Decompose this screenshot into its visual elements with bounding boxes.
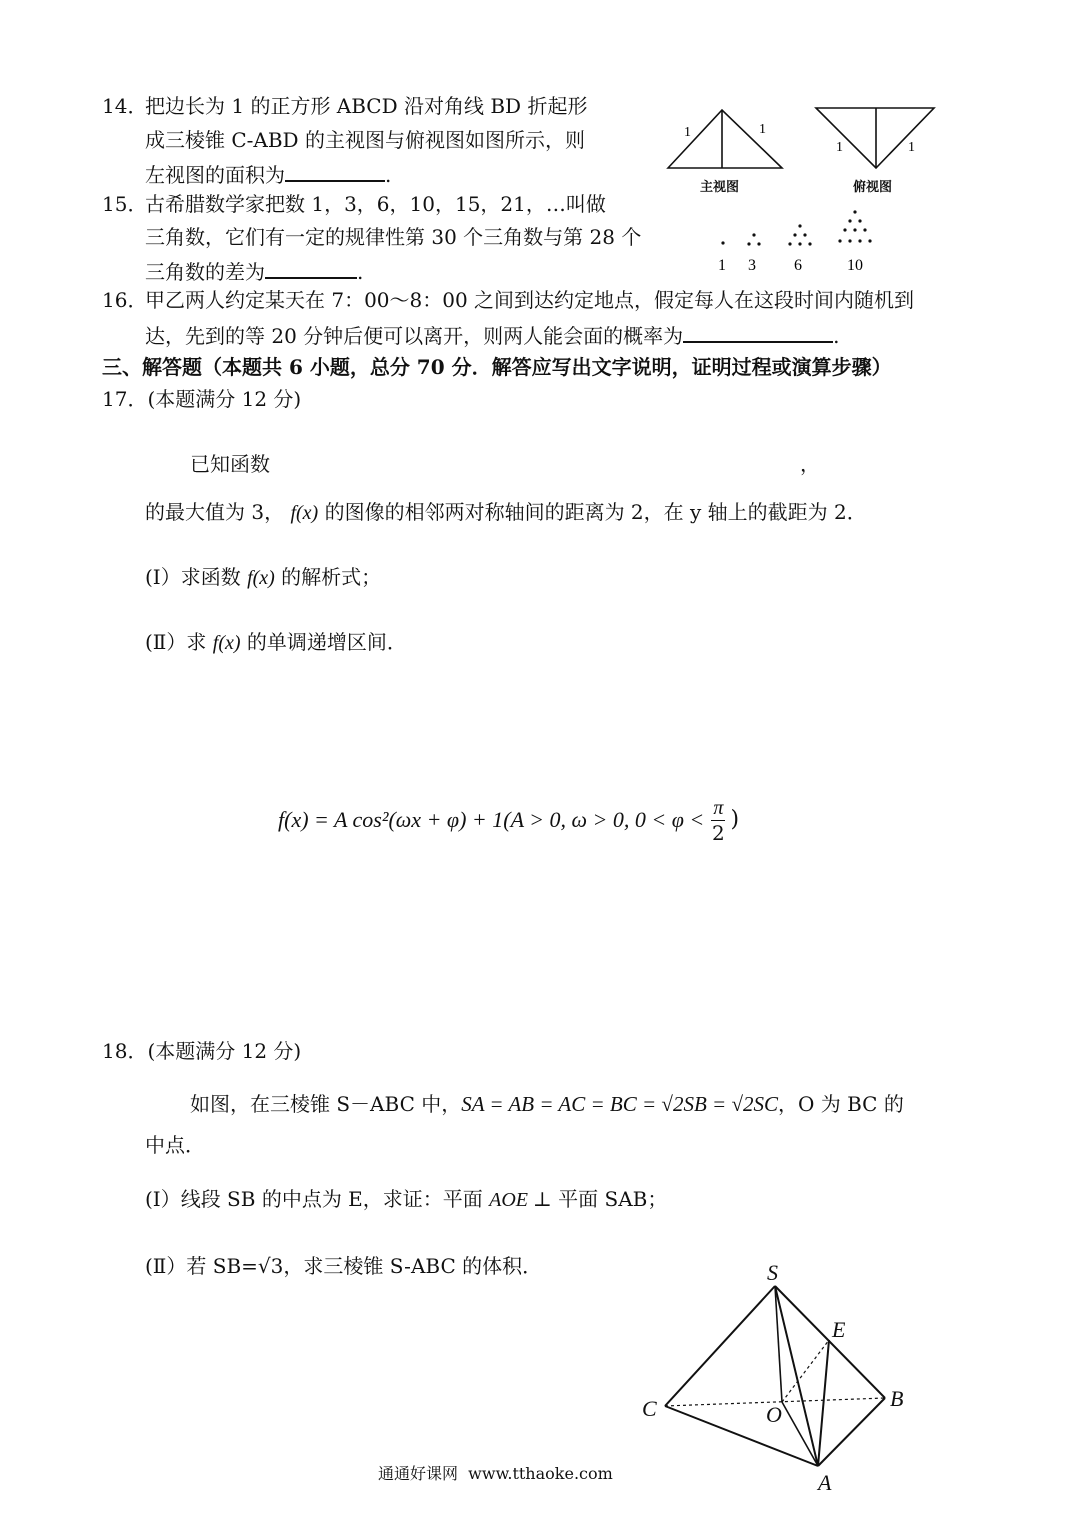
q14-line3 <box>145 158 391 190</box>
dot <box>803 233 806 236</box>
dot-label-10: 10 <box>847 257 863 274</box>
q18-intro-b: ，O 为 BC 的 <box>778 1092 904 1116</box>
q15-answer-blank <box>265 255 357 279</box>
q18-intro <box>190 1089 904 1119</box>
q17-formula-denominator: 2 <box>711 820 725 845</box>
q14-line1: 把边长为 1 的正方形 ABCD 沿对角线 BD 折起形 <box>145 94 588 118</box>
q15-number: 15． <box>102 192 148 216</box>
dot <box>747 242 750 245</box>
front-right-edge-label: 1 <box>759 122 766 137</box>
top-view <box>816 108 934 168</box>
q18-part2 <box>145 1251 542 1281</box>
edge-BA <box>818 1398 885 1466</box>
edge-SA <box>775 1286 818 1466</box>
point-label-A: A <box>818 1470 832 1495</box>
dot-label-1: 1 <box>718 257 726 274</box>
q17-cond-a: 的最大值为 3， <box>145 500 285 524</box>
q18-header: 18．(本题满分 12 分) <box>102 1039 302 1063</box>
q17-part2-a: (Ⅱ）求 <box>145 630 213 654</box>
top-view-label: 俯视图 <box>853 180 893 195</box>
point-label-B: B <box>890 1386 904 1411</box>
q16-answer-blank <box>683 319 833 343</box>
dot <box>798 224 801 227</box>
point-label-S: S <box>767 1260 778 1285</box>
dot <box>853 228 856 231</box>
q17-formula-fraction <box>711 796 725 845</box>
q17-formula-main: f(x) = A cos²(ωx + φ) + 1(A > 0, ω > 0, 0 < φ < <box>278 807 705 832</box>
q18-part1-math: AOE ⊥ <box>489 1189 552 1211</box>
dot <box>848 219 851 222</box>
q16-end: . <box>833 324 840 348</box>
q18-part2-math: √3 <box>257 1254 284 1278</box>
q17-formula <box>278 790 739 850</box>
q18-intro-math: SA = AB = AC = BC = √2SB = √2SC <box>461 1092 778 1116</box>
q18-part2-a: (Ⅱ）若 SB= <box>145 1254 258 1278</box>
q15-line3 <box>145 255 363 287</box>
q14-line2: 成三棱锥 C-ABD 的主视图与俯视图如图所示，则 <box>145 128 585 152</box>
triangular-numbers-figure <box>708 204 893 276</box>
dot <box>858 239 861 242</box>
edge-CA <box>665 1406 818 1466</box>
dot <box>752 233 755 236</box>
edge-SC <box>665 1286 775 1406</box>
q15-line3-text: 三角数的差为 <box>145 260 265 284</box>
segment-OA <box>782 1402 818 1466</box>
q18-part1-a: (I）线段 SB 的中点为 E，求证：平面 <box>145 1187 490 1211</box>
q17-part2-b: 的单调递增区间． <box>240 630 407 654</box>
q17-cond-b: 的图像的相邻两对称轴间的距离为 2，在 y 轴上的截距为 2． <box>318 500 867 524</box>
dot <box>838 239 841 242</box>
q18-pyramid-figure <box>630 1260 920 1495</box>
top-left-edge-label: 1 <box>836 140 843 155</box>
q16-line1: 甲乙两人约定某天在 7：00～8：00 之间到达约定地点，假定每人在这段时间内随机到 <box>145 288 915 312</box>
q16-line2 <box>145 319 840 351</box>
q17-part2-fx: f(x) <box>212 632 241 654</box>
front-view-label: 主视图 <box>700 180 740 195</box>
q14-number: 14． <box>102 94 148 118</box>
dot <box>721 241 724 244</box>
q18-intro-c: 中点． <box>145 1133 205 1157</box>
point-label-E: E <box>832 1317 846 1342</box>
q17-formula-close: ) <box>730 807 740 832</box>
q17-part2 <box>145 627 407 658</box>
q18-part1-b: 平面 SAB； <box>551 1187 668 1211</box>
q15-line2: 三角数，它们有一定的规律性第 30 个三角数与第 28 个 <box>145 225 642 249</box>
segment-OE-hidden <box>782 1340 829 1402</box>
q17-intro-comma: ， <box>800 452 820 476</box>
q16-line2-text: 达，先到的等 20 分钟后便可以离开，则两人能会面的概率为 <box>145 324 684 348</box>
dot <box>788 242 791 245</box>
dot-label-3: 3 <box>748 257 756 274</box>
front-view <box>668 110 782 168</box>
q17-header: 17．(本题满分 12 分) <box>102 387 302 411</box>
dot-label-6: 6 <box>794 257 802 274</box>
q17-conditions <box>145 497 867 528</box>
q17-part1-fx: f(x) <box>247 567 275 589</box>
segment-EA <box>818 1340 829 1466</box>
dot <box>798 242 801 245</box>
dot <box>793 233 796 236</box>
q14-line3-text: 左视图的面积为 <box>145 163 285 187</box>
dot <box>848 239 851 242</box>
point-label-C: C <box>642 1396 657 1421</box>
point-label-O: O <box>766 1402 782 1427</box>
dot <box>858 219 861 222</box>
q18-part2-b: ，求三棱锥 S-ABC 的体积． <box>283 1254 543 1278</box>
q15-line1: 古希腊数学家把数 1，3，6，10，15，21，…叫做 <box>145 192 606 216</box>
dot <box>843 228 846 231</box>
front-left-edge-label: 1 <box>684 125 691 140</box>
dot <box>868 239 871 242</box>
q17-intro: 已知函数 <box>190 452 270 476</box>
dot <box>863 228 866 231</box>
q18-intro-a: 如图，在三棱锥 S－ABC 中， <box>190 1092 462 1116</box>
q18-part1 <box>145 1184 667 1215</box>
dot <box>853 210 856 213</box>
page-footer: 通通好课网 www.tthaoke.com <box>378 1464 613 1483</box>
q17-cond-fx: f(x) <box>290 502 319 524</box>
q17-formula-numerator: π <box>713 796 724 819</box>
q14-end: . <box>385 163 392 187</box>
section-3-heading: 三、解答题（本题共 6 小题，总分 70 分．解答应写出文字说明，证明过程或演算步骤） <box>102 355 892 379</box>
edge-SB <box>775 1286 885 1398</box>
dot <box>808 242 811 245</box>
top-right-edge-label: 1 <box>908 140 915 155</box>
q15-end: . <box>357 260 364 284</box>
q17-part1-b: 的解析式； <box>274 565 382 589</box>
dot <box>757 242 760 245</box>
q17-part1 <box>145 562 381 593</box>
q17-part1-a: (I）求函数 <box>145 565 248 589</box>
q14-answer-blank <box>285 158 385 182</box>
q16-number: 16． <box>102 288 148 312</box>
